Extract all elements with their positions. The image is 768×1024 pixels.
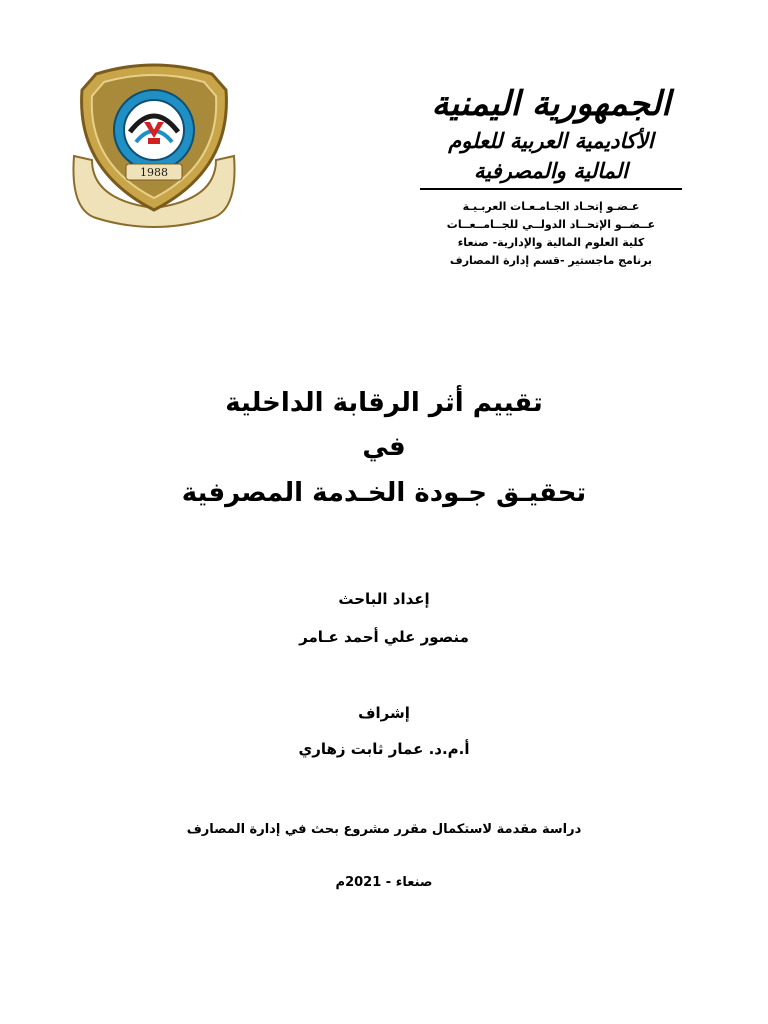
thesis-title-line-1: تقييم أثر الرقابة الداخلية xyxy=(225,388,543,418)
researcher-name: منصور علي أحمد عـامر xyxy=(299,628,469,646)
researcher-label: إعداد الباحث xyxy=(338,590,430,608)
membership-line-international: عــضــو الإتحــاد الدولــي للجــامــعــات xyxy=(446,218,656,231)
thesis-title-line-2: في xyxy=(362,432,406,462)
supervisor-name: أ.م.د. عمار ثابت زهاري xyxy=(298,740,470,758)
logo-year: 1988 xyxy=(140,166,168,179)
place-date: صنعاء - 2021م xyxy=(335,875,433,890)
academy-name: الأكاديمية العربية للعلوم المالية والمصرفية xyxy=(420,126,682,190)
country-name: الجمهورية اليمنية xyxy=(431,84,671,124)
study-note: دراسة مقدمة لاستكمال مقرر مشروع بحث في إدارة المصارف xyxy=(186,822,582,837)
institution-header xyxy=(420,82,682,270)
academy-logo-emblem xyxy=(66,60,242,232)
thesis-title-line-3: تحقيـق جـودة الخـدمة المصرفية xyxy=(181,478,587,508)
academy-logo xyxy=(66,60,242,232)
program-line: برنامج ماجستير -قسم إدارة المصارف xyxy=(449,254,653,267)
membership-line-arab: عـضـو إتحـاد الجـامـعـات العربـيـة xyxy=(462,200,640,213)
faculty-line: كلية العلوم المالية والإدارية- صنعاء xyxy=(457,236,645,249)
supervisor-label: إشراف xyxy=(358,704,410,722)
